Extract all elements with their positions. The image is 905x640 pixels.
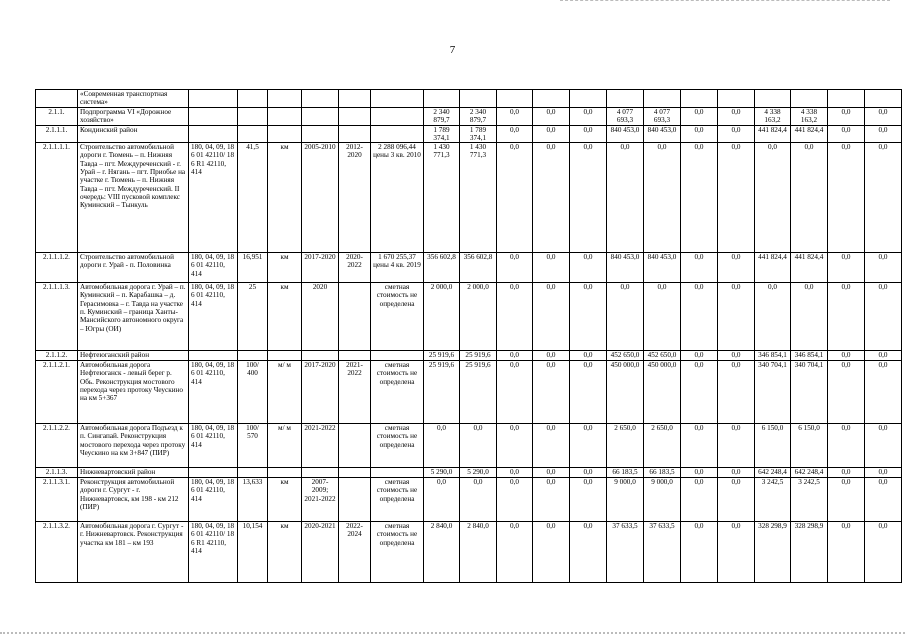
table-row-header	[36, 90, 902, 108]
cell-value: 0,0	[497, 253, 533, 283]
cell-capacity: 13,633	[238, 478, 268, 522]
cell-financing-codes: 180, 04, 09, 18 6 01 42110, 414	[189, 478, 238, 522]
cell-value: 6 150,0	[791, 424, 828, 468]
cell-value: 0,0	[533, 361, 570, 424]
table-row	[36, 351, 902, 361]
cell-value: 0,0	[718, 468, 755, 478]
cell-value: 0,0	[570, 478, 607, 522]
cell-value: 0,0	[497, 361, 533, 424]
cell-value: 0,0	[681, 522, 718, 583]
cell-value: 2 000,0	[424, 283, 460, 351]
cell-years-start: 2020-2021	[302, 522, 339, 583]
cell-code: 2.1.1.1.2.	[36, 253, 78, 283]
table-row	[36, 108, 902, 126]
cell-value: 0,0	[533, 283, 570, 351]
cell-years-start: 2017-2020	[302, 253, 339, 283]
table-row	[36, 143, 902, 253]
table-row	[36, 361, 902, 424]
cell-unit: м/ м	[268, 361, 302, 424]
cell-years-start	[302, 108, 339, 126]
cell-code: 2.1.1.1.1.	[36, 143, 78, 253]
cell-name: Автомобильная дорога Нефтеюганск - левый берег р. Обь. Реконструкция мостового перехода через протоку Чеускино на км 5+367	[78, 361, 189, 424]
cell-value: 0,0	[570, 283, 607, 351]
cell-financing-codes: 180, 04, 09, 18 6 01 42110, 414	[189, 253, 238, 283]
cell-value: 340 704,1	[791, 361, 828, 424]
cell-value: 0,0	[828, 283, 865, 351]
cell-value: 0,0	[460, 478, 497, 522]
cell-capacity: 100/ 570	[238, 424, 268, 468]
cell-value: 0,0	[533, 108, 570, 126]
cell-value: 0,0	[570, 424, 607, 468]
table-row	[36, 125, 902, 143]
cell-value: 0,0	[533, 468, 570, 478]
page-number: 7	[449, 44, 456, 56]
cell-capacity: 100/ 400	[238, 361, 268, 424]
cell-name: Автомобильная дорога г. Сургут - г. Нижневартовск. Реконструкция участка км 181 – км 193	[78, 522, 189, 583]
cell-financing-codes	[189, 351, 238, 361]
table-row	[36, 424, 902, 468]
cell-value: 0,0	[497, 468, 533, 478]
cell-value: 0,0	[570, 351, 607, 361]
cell-value: 840 453,0	[607, 125, 644, 143]
cell-financing-codes: 180, 04, 09, 18 6 01 42110, 414	[189, 361, 238, 424]
cell-financing-codes	[189, 108, 238, 126]
cell-years-start: 2007-2009; 2021-2022	[302, 478, 339, 522]
cell-value: 2 650,0	[607, 424, 644, 468]
cell-estimated-cost: сметная стоимость не определена	[371, 283, 424, 351]
cell-financing-codes: 180, 04, 09, 18 6 01 42110/ 18 6 R1 42110, 414	[189, 143, 238, 253]
cell-value: 0,0	[570, 125, 607, 143]
cell-value: 0,0	[828, 361, 865, 424]
cell-value: 0,0	[533, 143, 570, 253]
cell-value: 356 602,8	[460, 253, 497, 283]
cell-value: 441 824,4	[791, 253, 828, 283]
cell-value: 0,0	[533, 522, 570, 583]
cell-unit	[268, 125, 302, 143]
table-row	[36, 468, 902, 478]
cell-value: 4 338 163,2	[791, 108, 828, 126]
cell-value: 0,0	[497, 351, 533, 361]
cell-value: 3 242,5	[791, 478, 828, 522]
cell-value: 0,0	[718, 361, 755, 424]
cell-value: 25 919,6	[460, 361, 497, 424]
cell-financing-codes: 180, 04, 09, 18 6 01 42110, 414	[189, 283, 238, 351]
cell-financing-codes: 180, 04, 09, 18 6 01 42110, 414	[189, 424, 238, 468]
cell-estimated-cost: сметная стоимость не определена	[371, 478, 424, 522]
cell-value: 0,0	[718, 351, 755, 361]
bottom-border-line	[0, 632, 905, 635]
cell-capacity	[238, 125, 268, 143]
cell-value: 0,0	[828, 108, 865, 126]
cell-unit	[268, 468, 302, 478]
cell-value: 0,0	[681, 361, 718, 424]
cell-name: Автомобильная дорога г. Урай – п. Куминский – п. Карабашка – д. Герасимовка – г. Тавда на участке п. Куминский – граница Ханты-Мансийского автономного округа – Югры (ОИ)	[78, 283, 189, 351]
cell-value: 0,0	[570, 361, 607, 424]
cell-value: 0,0	[865, 468, 902, 478]
cell-estimated-cost: 1 670 255,37 цены 4 кв. 2019	[371, 253, 424, 283]
cell-years-end: 2022-2024	[339, 522, 371, 583]
cell-capacity	[238, 108, 268, 126]
cell-value: 0,0	[755, 143, 791, 253]
cell-years-start	[302, 125, 339, 143]
cell-years-start: 2005-2010	[302, 143, 339, 253]
cell-value: 0,0	[791, 283, 828, 351]
cell-value: 0,0	[497, 125, 533, 143]
cell-value: 441 824,4	[755, 253, 791, 283]
cell-unit: м/ м	[268, 424, 302, 468]
cell-value: 0,0	[718, 253, 755, 283]
cell-estimated-cost: сметная стоимость не определена	[371, 361, 424, 424]
cell-value: 5 290,0	[460, 468, 497, 478]
cell-value: 0,0	[865, 351, 902, 361]
cell-value: 0,0	[718, 478, 755, 522]
cell-code: 2.1.1.2.2.	[36, 424, 78, 468]
cell-code: 2.1.1.1.	[36, 125, 78, 143]
cell-value: 0,0	[533, 351, 570, 361]
table-row	[36, 283, 902, 351]
table-row	[36, 478, 902, 522]
cell-value: 3 242,5	[755, 478, 791, 522]
cell-value: 1 430 771,3	[460, 143, 497, 253]
cell-value: 0,0	[570, 522, 607, 583]
cell-name: Нефтеюганский район	[78, 351, 189, 361]
cell-years-start: 2021-2022	[302, 424, 339, 468]
cell-value: 0,0	[865, 108, 902, 126]
cell-value: 9 000,0	[644, 478, 681, 522]
cell-name: Строительство автомобильной дороги г. Тюмень – п. Нижняя Тавда – пгт. Междуреченский - г. Урай – г. Нягань – пгт. Приобье на участке г. Тюмень – п. Нижняя Тавда – пгт. Междуреченский. II очередь: VIII пусковой комплекс Куминский – Тынкуль	[78, 143, 189, 253]
cell-value: 0,0	[497, 283, 533, 351]
cell-name: Кондинский район	[78, 125, 189, 143]
cell-value: 0,0	[681, 424, 718, 468]
cell-name: Подпрограмма VI «Дорожное хозяйство»	[78, 108, 189, 126]
cell-value: 642 248,4	[755, 468, 791, 478]
cell-value: 0,0	[718, 283, 755, 351]
cell-code: 2.1.1.3.	[36, 468, 78, 478]
cell-code	[36, 90, 78, 108]
cell-value: 9 000,0	[607, 478, 644, 522]
cell-code: 2.1.1.1.3.	[36, 283, 78, 351]
cell-value: 0,0	[828, 478, 865, 522]
cell-capacity	[238, 351, 268, 361]
cell-value: 37 633,5	[644, 522, 681, 583]
cell-value: 0,0	[718, 108, 755, 126]
cell-years-end	[339, 478, 371, 522]
cell-years-start	[302, 468, 339, 478]
cell-capacity	[238, 468, 268, 478]
cell-unit: км	[268, 478, 302, 522]
cell-value: 450 000,0	[644, 361, 681, 424]
cell-value: 0,0	[865, 283, 902, 351]
cell-value: 0,0	[791, 143, 828, 253]
cell-value: 66 183,5	[644, 468, 681, 478]
cell-value: 4 077 693,3	[607, 108, 644, 126]
cell-unit: км	[268, 522, 302, 583]
cell-value: 1 430 771,3	[424, 143, 460, 253]
cell-code: 2.1.1.	[36, 108, 78, 126]
cell-value: 0,0	[718, 522, 755, 583]
cell-capacity: 10,154	[238, 522, 268, 583]
cell-value: 0,0	[828, 125, 865, 143]
cell-value: 0,0	[570, 253, 607, 283]
cell-value: 0,0	[865, 522, 902, 583]
cell-value: 346 854,1	[755, 351, 791, 361]
cell-unit	[268, 351, 302, 361]
cell-value: 441 824,4	[755, 125, 791, 143]
cell-value: 0,0	[607, 143, 644, 253]
cell-value: 450 000,0	[607, 361, 644, 424]
cell-value: 0,0	[828, 468, 865, 478]
cell-years-end	[339, 468, 371, 478]
cell-value: 0,0	[828, 143, 865, 253]
cell-value: 0,0	[424, 478, 460, 522]
cell-name: Строительство автомобильной дороги г. Урай - п. Половинка	[78, 253, 189, 283]
cell-value: 0,0	[681, 108, 718, 126]
cell-value: 642 248,4	[791, 468, 828, 478]
cell-years-end	[339, 424, 371, 468]
cell-estimated-cost: сметная стоимость не определена	[371, 522, 424, 583]
cell-value: 0,0	[681, 125, 718, 143]
cell-value: 840 453,0	[644, 253, 681, 283]
cell-value: 328 298,9	[755, 522, 791, 583]
cell-value: 0,0	[681, 143, 718, 253]
cell-capacity: 41,5	[238, 143, 268, 253]
cell-financing-codes	[189, 468, 238, 478]
cell-value: 1 789 374,1	[424, 125, 460, 143]
cell-value: 0,0	[460, 424, 497, 468]
cell-value: 0,0	[533, 424, 570, 468]
cell-value: 0,0	[497, 143, 533, 253]
program-table	[35, 89, 902, 583]
cell-value: 66 183,5	[607, 468, 644, 478]
cell-years-start: 2020	[302, 283, 339, 351]
cell-unit: км	[268, 253, 302, 283]
cell-code: 2.1.1.2.	[36, 351, 78, 361]
cell-years-end	[339, 283, 371, 351]
cell-years-start: 2017-2020	[302, 361, 339, 424]
cell-code: 2.1.1.3.1.	[36, 478, 78, 522]
cell-value: 2 650,0	[644, 424, 681, 468]
cell-value: 0,0	[718, 125, 755, 143]
table-row	[36, 253, 902, 283]
cell-name: Нижневартовский район	[78, 468, 189, 478]
cell-value: 0,0	[681, 478, 718, 522]
cell-value: 0,0	[865, 143, 902, 253]
cell-value: 0,0	[533, 125, 570, 143]
cell-value: 0,0	[828, 522, 865, 583]
cell-name: Реконструкция автомобильной дороги г. Сургут - г. Нижневартовск, км 198 - км 212 (ПИР)	[78, 478, 189, 522]
table-body	[36, 90, 902, 583]
cell-financing-codes	[189, 125, 238, 143]
cell-value: 2 340 879,7	[424, 108, 460, 126]
cell-value: 0,0	[497, 478, 533, 522]
cell-value: 0,0	[828, 351, 865, 361]
cell-value: 0,0	[570, 143, 607, 253]
cell-value: 0,0	[828, 424, 865, 468]
cell-value: 0,0	[570, 468, 607, 478]
cell-years-end: 2021-2022	[339, 361, 371, 424]
cell-capacity: 25	[238, 283, 268, 351]
cell-capacity: 16,951	[238, 253, 268, 283]
cell-value: 452 650,0	[644, 351, 681, 361]
cell-code: 2.1.1.3.2.	[36, 522, 78, 583]
cell-years-end	[339, 108, 371, 126]
cell-value: 0,0	[718, 424, 755, 468]
cell-value: 1 789 374,1	[460, 125, 497, 143]
cell-value: 6 150,0	[755, 424, 791, 468]
cell-unit	[268, 108, 302, 126]
cell-value: 2 340 879,7	[460, 108, 497, 126]
cell-value: 0,0	[865, 253, 902, 283]
cell-value: 0,0	[570, 108, 607, 126]
cell-value: 25 919,6	[460, 351, 497, 361]
cell-years-end: 2012-2020	[339, 143, 371, 253]
cell-value: 356 602,8	[424, 253, 460, 283]
cell-value: 340 704,1	[755, 361, 791, 424]
cell-value: 452 650,0	[607, 351, 644, 361]
cell-value: 840 453,0	[607, 253, 644, 283]
cell-value: 0,0	[644, 143, 681, 253]
cell-value: 0,0	[865, 478, 902, 522]
cell-years-end: 2020-2022	[339, 253, 371, 283]
cell-value: 840 453,0	[644, 125, 681, 143]
cell-value: 0,0	[865, 424, 902, 468]
cell-value: 0,0	[865, 125, 902, 143]
cell-value: 2 840,0	[424, 522, 460, 583]
cell-value: 346 854,1	[791, 351, 828, 361]
cell-code: 2.1.1.2.1.	[36, 361, 78, 424]
cell-value: 2 000,0	[460, 283, 497, 351]
cell-value: 0,0	[681, 351, 718, 361]
cell-value: 0,0	[533, 253, 570, 283]
cell-value: 37 633,5	[607, 522, 644, 583]
cell-value: 0,0	[718, 143, 755, 253]
cell-value: 4 077 693,3	[644, 108, 681, 126]
cell-years-start	[302, 351, 339, 361]
cell-estimated-cost	[371, 468, 424, 478]
cell-name: Автомобильная дорога Подъезд к п. Сингапай. Реконструкция мостового перехода через протоку Чеускино на км 3+847 (ПИР)	[78, 424, 189, 468]
cell-value: 0,0	[424, 424, 460, 468]
cell-value: 0,0	[607, 283, 644, 351]
cell-value: 25 919,6	[424, 361, 460, 424]
cell-value: 2 840,0	[460, 522, 497, 583]
table-row	[36, 522, 902, 583]
cell-value: 0,0	[681, 468, 718, 478]
cell-value: 25 919,6	[424, 351, 460, 361]
cell-unit: км	[268, 143, 302, 253]
cell-value: 0,0	[497, 522, 533, 583]
cell-years-end	[339, 351, 371, 361]
cell-estimated-cost	[371, 351, 424, 361]
cell-value: 328 298,9	[791, 522, 828, 583]
cell-value: 0,0	[828, 253, 865, 283]
cell-value: 0,0	[644, 283, 681, 351]
cell-value: 0,0	[497, 424, 533, 468]
cell-value: 0,0	[755, 283, 791, 351]
cell-unit: км	[268, 283, 302, 351]
cell-value: 0,0	[533, 478, 570, 522]
cell-value: 5 290,0	[424, 468, 460, 478]
cell-estimated-cost	[371, 108, 424, 126]
cell-years-end	[339, 125, 371, 143]
cell-value: 0,0	[681, 283, 718, 351]
cell-estimated-cost	[371, 125, 424, 143]
cell-value: 441 824,4	[791, 125, 828, 143]
cell-estimated-cost: 2 288 096,44 цены 3 кв. 2010	[371, 143, 424, 253]
cell-value: 4 338 163,2	[755, 108, 791, 126]
cell-value: 0,0	[681, 253, 718, 283]
cell-value: 0,0	[497, 108, 533, 126]
cell-value: 0,0	[865, 361, 902, 424]
top-border-line	[560, 0, 890, 2]
cell-name: «Современная транспортная система»	[78, 90, 189, 108]
cell-estimated-cost: сметная стоимость не определена	[371, 424, 424, 468]
cell-financing-codes: 180, 04, 09, 18 6 01 42110/ 18 6 R1 42110, 414	[189, 522, 238, 583]
